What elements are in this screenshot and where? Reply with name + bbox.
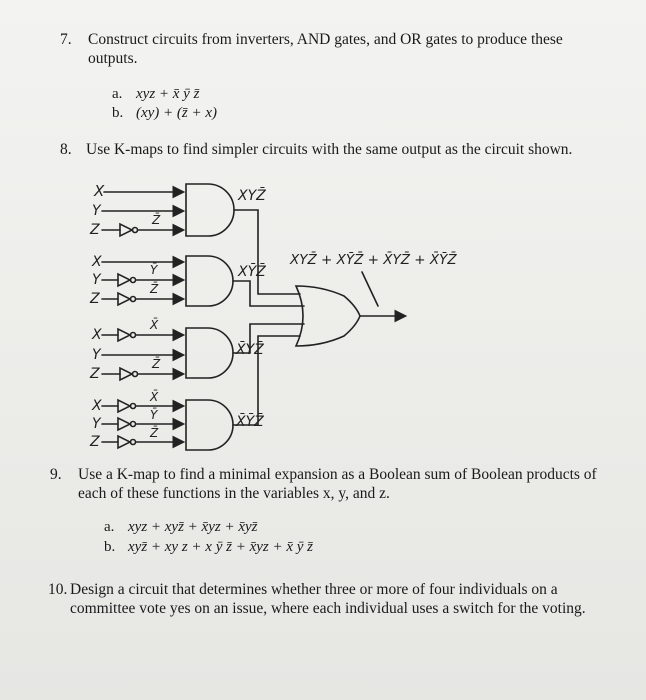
- label-ybar-2: Ȳ: [150, 263, 158, 277]
- problem-7b: [112, 104, 217, 122]
- inverter-bubble-z-3: [133, 372, 138, 377]
- problem-9b-label: b.: [104, 539, 116, 555]
- problem-8-text: Use K-maps to find simpler circuits with the same output as the circuit shown.: [86, 141, 573, 158]
- problem-10-number: 10.: [48, 581, 68, 598]
- input-x-1: X: [94, 182, 105, 200]
- input-z-2: Z: [90, 291, 100, 307]
- inverter-z-2: [118, 293, 130, 305]
- inverter-x-4: [118, 400, 130, 412]
- input-y-2: Y: [92, 272, 101, 288]
- label-ybar-4: Ȳ: [150, 408, 158, 422]
- and-gate-4: [186, 400, 233, 450]
- input-x-2: X: [92, 254, 102, 270]
- inverter-y-2: [118, 274, 130, 286]
- problem-9a-label: a.: [104, 519, 115, 535]
- gate-1-output-label: XYZ̄: [238, 188, 266, 204]
- label-zbar-3: Z̄: [152, 357, 161, 371]
- label-xbar-4: X̄: [150, 390, 159, 404]
- inverter-bubble-y-2: [131, 278, 136, 283]
- problem-10-text: Design a circuit that determines whether three or more of four individuals on a committee vote yes on an issue, where each individual uses a switch for the voting.: [70, 581, 586, 617]
- input-x-4: X: [92, 398, 102, 414]
- problem-7a-label: a.: [112, 86, 123, 102]
- input-z-4: Z: [90, 434, 100, 450]
- inverter-bubble-z-4: [131, 440, 136, 445]
- problem-7-number: 7.: [60, 31, 72, 48]
- problem-9b: [104, 538, 313, 556]
- input-x-3: X: [92, 327, 102, 343]
- problem-7a-expression: xyz + x̄ ȳ z̄: [136, 86, 200, 102]
- inverter-bubble-x-3: [131, 333, 136, 338]
- problem-9a-expression: xyz + xyz̄ + x̄yz + x̄yz̄: [128, 519, 258, 535]
- and-gate-4-group: [89, 336, 300, 450]
- inverter-bubble-y-4: [131, 422, 136, 427]
- input-y-4: Y: [92, 416, 101, 432]
- problem-9a: [104, 518, 257, 536]
- input-y-3: Y: [92, 347, 101, 363]
- output-annotation-line: [362, 272, 378, 306]
- inverter-y-4: [118, 418, 130, 430]
- and-gate-1: [186, 184, 234, 236]
- label-xbar-3: X̄: [150, 318, 159, 332]
- gate-4-output-label: X̄ȲZ̄: [236, 414, 264, 430]
- and-gate-1-group: [89, 182, 300, 294]
- problem-7b-expression: (xy) + (z̄ + x): [136, 105, 218, 121]
- inverter-bubble-z-1: [133, 228, 138, 233]
- problem-9-text: Use a K-map to find a minimal expansion as a Boolean sum of Boolean products of each of these functions in the variables x, y, and z.: [78, 466, 597, 502]
- gate-3-output-label: X̄YZ̄: [236, 342, 264, 358]
- input-y-1: Y: [92, 203, 101, 219]
- problem-7b-label: b.: [112, 105, 124, 121]
- problem-9b-expression: xyz̄ + xy z + x ȳ z̄ + x̄yz + x̄ ȳ z̄: [128, 539, 314, 555]
- and-gate-3: [186, 328, 233, 378]
- inverter-x-3: [118, 329, 130, 341]
- problem-9-number: 9.: [50, 466, 62, 483]
- circuit-diagram: [0, 160, 646, 460]
- label-zbar-2: Z̄: [150, 282, 159, 296]
- input-z-3: Z: [90, 366, 100, 382]
- label-zbar-4: Z̄: [150, 426, 159, 440]
- and-gate-2-group: [89, 254, 304, 307]
- and-gate-2: [186, 256, 233, 306]
- input-z-1: Z: [90, 222, 100, 238]
- label-zbar-1: Z̄: [152, 213, 161, 227]
- problem-7a: [112, 85, 199, 103]
- inverter-z-1: [120, 224, 132, 236]
- gate-2-output-label: XȲZ̄: [238, 264, 266, 280]
- inverter-z-4: [118, 436, 130, 448]
- inverter-bubble-z-2: [131, 297, 136, 302]
- and-gate-3-group: [89, 318, 304, 382]
- inverter-z-3: [120, 368, 132, 380]
- final-output-label: XYZ̄ + XȲZ̄ + X̄YZ̄ + X̄ȲZ̄: [290, 252, 457, 268]
- inverter-bubble-x-4: [131, 404, 136, 409]
- or-gate: [296, 286, 360, 346]
- problem-7-text: Construct circuits from inverters, AND gates, and OR gates to produce these outputs.: [88, 31, 563, 67]
- problem-8-number: 8.: [60, 141, 72, 158]
